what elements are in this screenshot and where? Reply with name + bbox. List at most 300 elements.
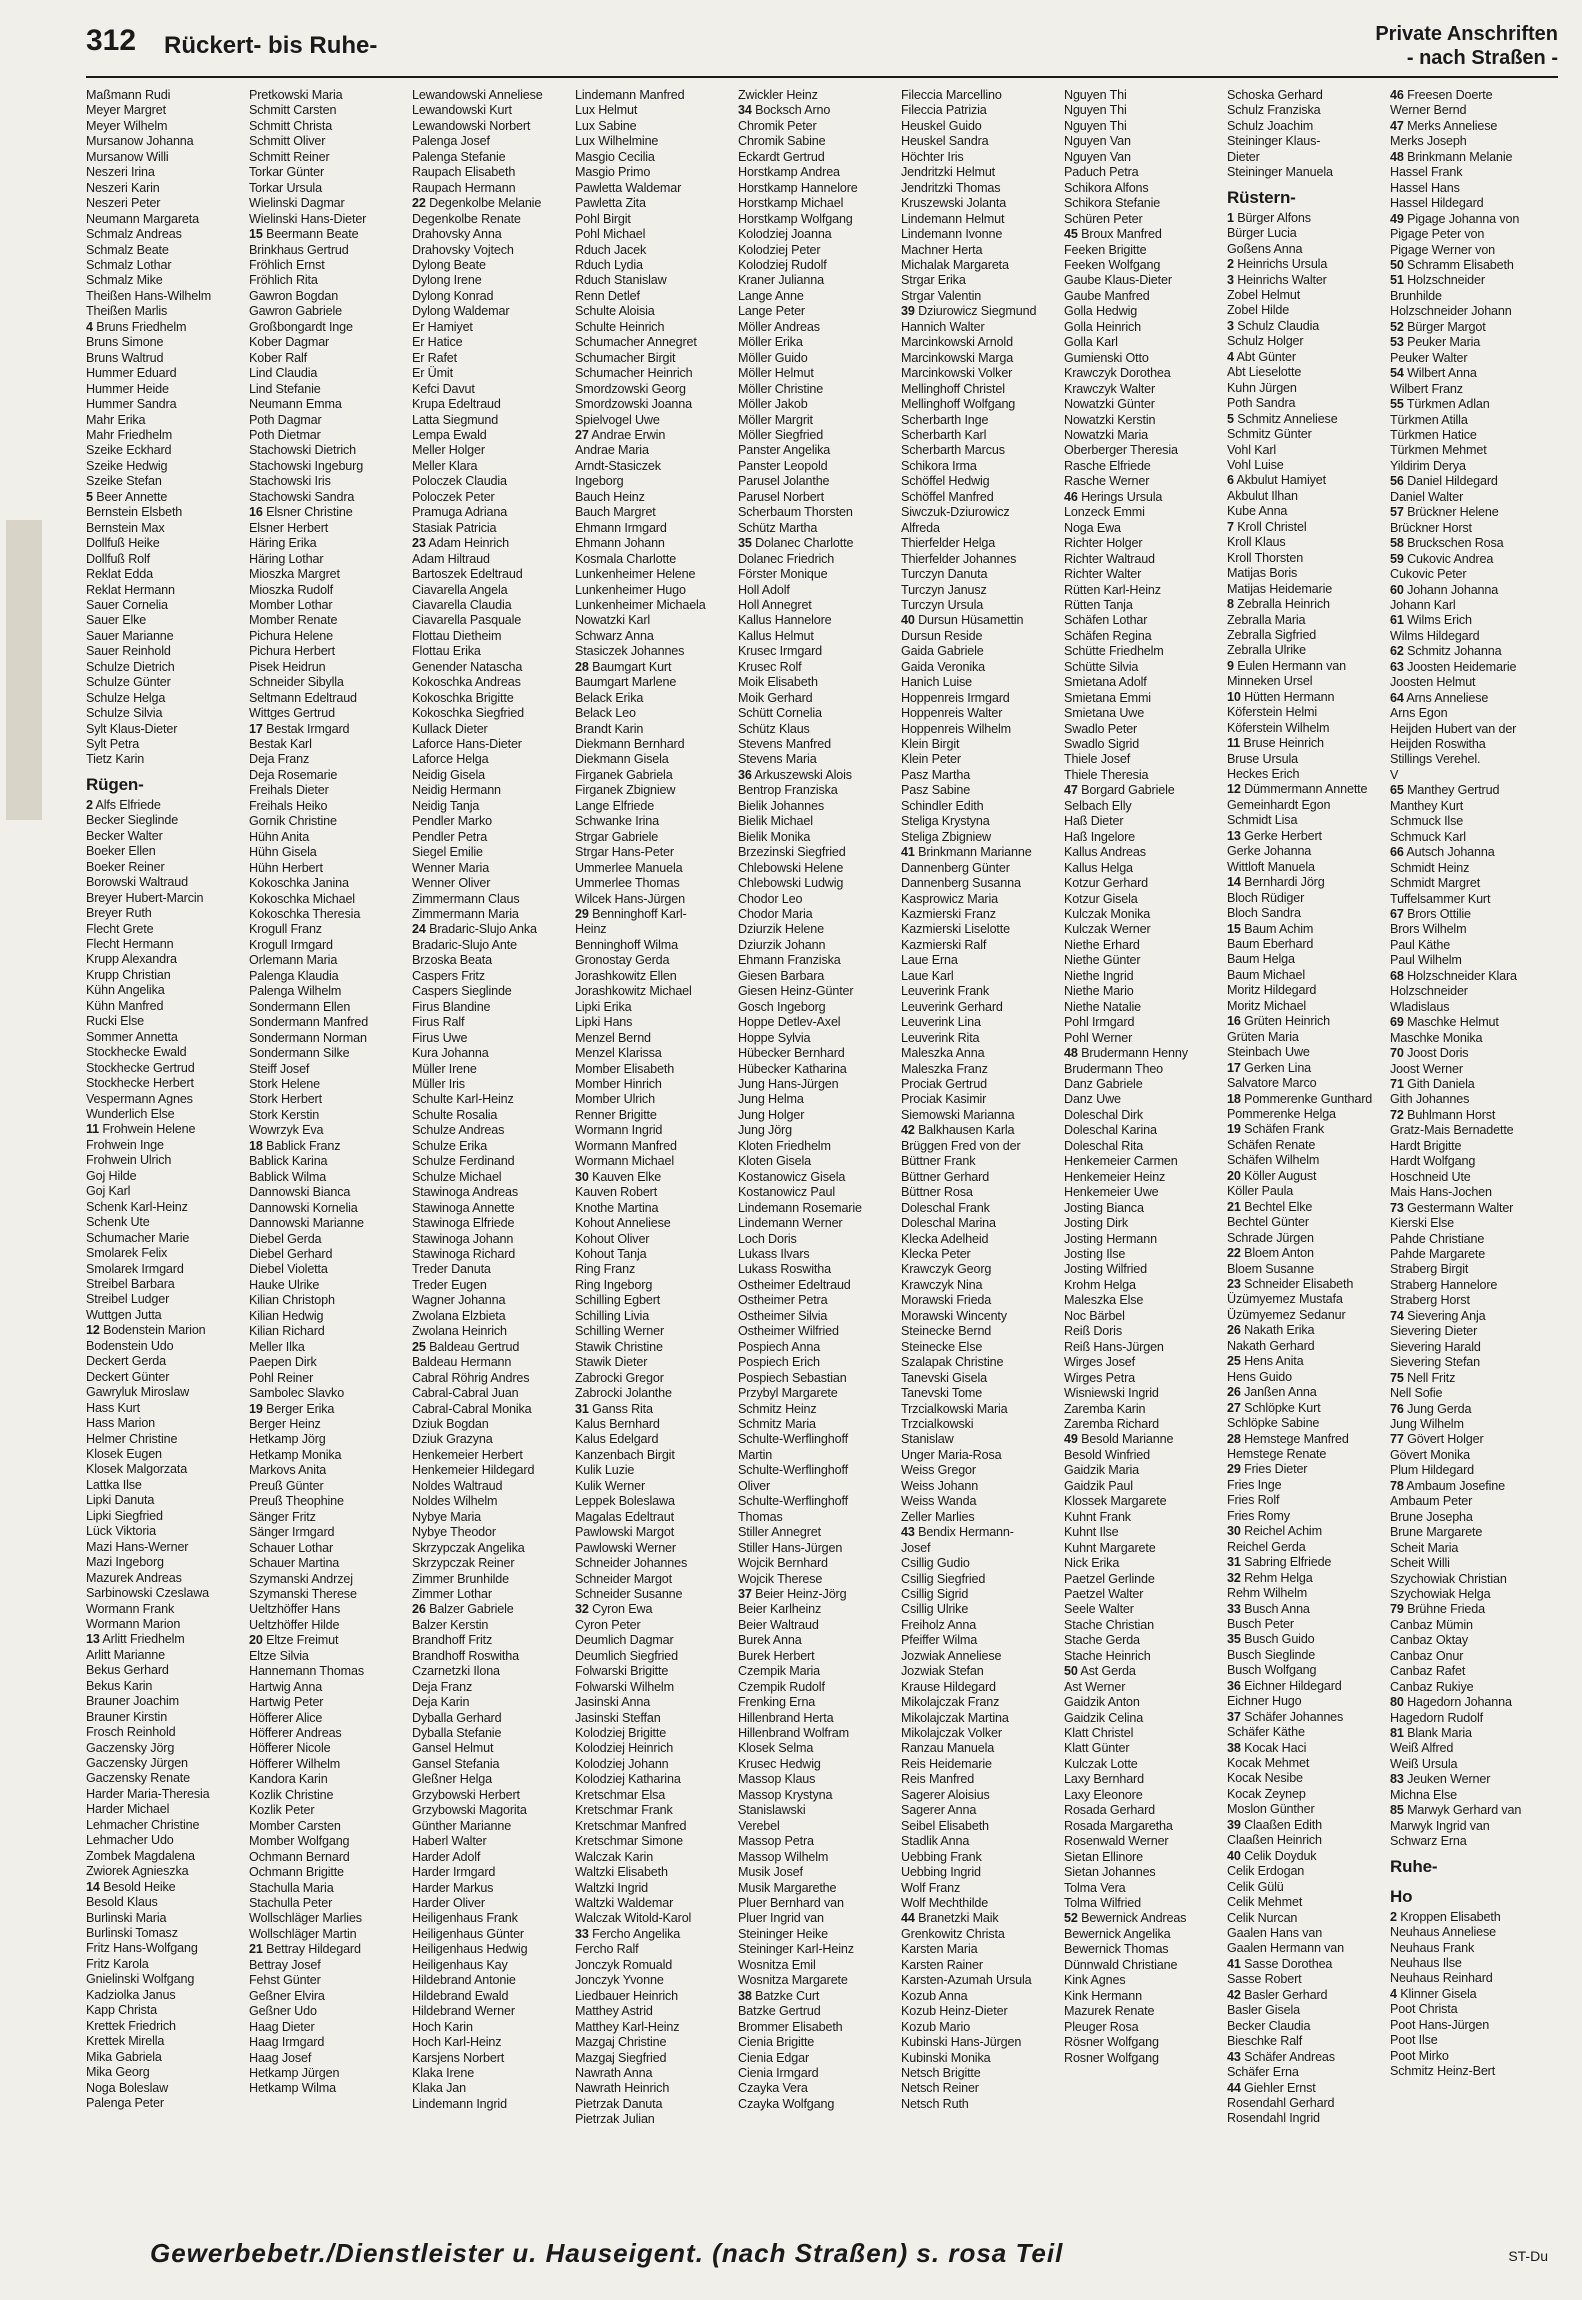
directory-entry: Schilling Livia [575,1308,650,1323]
directory-entry: Hartwig Peter [249,1695,324,1710]
house-number: 19 [249,1401,263,1416]
directory-entry: Zobel Helmut [1227,287,1301,302]
directory-entry: Schulte-Werflinghoff [738,1463,848,1478]
directory-entry: Szeike Stefan [86,474,162,489]
directory-entry: Mellinghoff Wolfgang [901,397,1016,412]
directory-entry: Türkmen Hatice [1390,427,1477,442]
directory-entry: Karsten Maria [901,1942,978,1957]
directory-entry: Fries Inge [1227,1477,1282,1492]
directory-entry: Lindemann Ivonne [901,227,1003,242]
directory-entry: Mikolajczak Volker [901,1726,1002,1741]
directory-entry: Schütz Martha [738,520,818,535]
directory-entry: Drahovsky Vojtech [412,242,514,257]
directory-entry: 56 Daniel Hildegard [1390,474,1498,489]
directory-entry: Ochmann Bernard [249,1849,350,1864]
directory-entry: Wenner Oliver [412,876,491,891]
directory-entry: Moslon Günther [1227,1802,1315,1817]
directory-entry: Stockhecke Ewald [86,1045,187,1060]
directory-entry: Köller Paula [1227,1184,1294,1199]
directory-entry: Förster Monique [738,567,828,582]
directory-entry: Kink Hermann [1064,1988,1142,2003]
directory-entry: 52 Bürger Margot [1390,319,1486,334]
directory-entry: Berger Heinz [249,1416,321,1431]
directory-entry: Golla Hedwig [1064,304,1138,319]
directory-entry: Kroll Klaus [1227,535,1286,550]
directory-entry: Lange Peter [738,304,805,319]
directory-entry: Heiligenhaus Kay [412,1957,508,1972]
directory-entry: Chromik Peter [738,118,817,133]
directory-entry: Rduch Lydia [575,257,643,272]
directory-entry: 41 Brinkmann Marianne [901,845,1032,860]
directory-entry: 8 Zebralla Heinrich [1227,597,1330,612]
house-number: 6 [1227,473,1234,488]
directory-entry: Bieschke Ralf [1227,2034,1303,2049]
house-number: 52 [1390,319,1404,334]
directory-entry: Wunderlich Else [86,1107,175,1121]
directory-entry: Poot Mirko [1390,2048,1449,2063]
section-title-line-2: - nach Straßen - [1406,47,1558,69]
directory-entry: Möller Erika [738,335,803,350]
directory-entry: Stasiak Patricia [412,520,497,535]
directory-entry: Poth Dietmar [249,427,321,442]
directory-entry: Geßner Udo [249,2004,317,2019]
directory-entry: Becker Claudia [1227,2018,1311,2033]
directory-entry: Hardt Wolfgang [1390,1154,1476,1169]
directory-entry: Häring Lothar [249,551,324,566]
directory-entry: Hoschneid Ute [1390,1169,1471,1184]
directory-entry: Kuhnt Ilse [1064,1525,1119,1540]
directory-entry: Er Ümit [412,366,453,381]
directory-entry: Selbach Elly [1064,798,1132,813]
directory-entry: Ehmann Franziska [738,953,841,968]
directory-entry: Zabrocki Jolanthe [575,1386,672,1401]
directory-entry: Schwarz Erna [1390,1834,1467,1849]
directory-entry: Schneider Susanne [575,1586,683,1601]
directory-entry: Schikora Alfons [1064,180,1149,195]
directory-entry: Jorashkowitz Michael [575,984,692,999]
directory-entry: Bablick Wilma [249,1169,327,1184]
directory-entry: Walczak Witold-Karol [575,1911,692,1926]
directory-entry: Netsch Brigitte [901,2066,981,2080]
directory-entry: Steiff Josef [249,1061,310,1076]
directory-entry: Ueltzhöffer Hans [249,1602,341,1617]
directory-entry: Baum Helga [1227,952,1295,967]
directory-entry: Momber Wolfgang [249,1834,350,1849]
directory-entry: Kretschmar Frank [575,1803,673,1818]
directory-entry: Ring Ingeborg [575,1277,653,1292]
directory-entry: Gawryluk Miroslaw [86,1385,190,1400]
directory-entry: Sondermann Silke [249,1046,350,1061]
directory-entry: Stork Kerstin [249,1107,320,1122]
directory-entry: Schumacher Annegret [575,335,697,350]
directory-entry: Lunkenheimer Hugo [575,582,686,597]
directory-entry: Harder Oliver [412,1896,485,1911]
directory-entry: Csillig Sigrid [901,1586,969,1601]
directory-entry: Schütte Friedhelm [1064,644,1164,659]
directory-entry: Celik Erdogan [1227,1864,1305,1879]
directory-entry: Trzcialkowski [901,1416,974,1431]
directory-entry: Pasz Sabine [901,783,971,798]
house-number: 42 [901,1123,915,1138]
directory-entry: Hassel Hans [1390,180,1460,195]
directory-entry: Dylong Konrad [412,288,494,303]
directory-entry: Szeike Eckhard [86,443,172,458]
directory-entry: Mazgaj Christine [575,2035,667,2050]
directory-entry: Stachowski Ingeburg [249,458,364,473]
directory-entry: Hoppenreis Wilhelm [901,721,1011,736]
directory-entry: Renner Brigitte [575,1107,657,1122]
directory-entry: Rasche Elfriede [1064,458,1151,473]
directory-entry: Laxy Bernhard [1064,1772,1144,1787]
directory-entry: Scherbarth Karl [901,427,987,442]
directory-entry: Straberg Birgit [1390,1262,1469,1277]
column-9 [1390,88,1553,2198]
directory-entry: 6 Akbulut Hamiyet [1227,473,1326,488]
directory-entry: Vohl Karl [1227,442,1277,457]
directory-entry: Ciavarella Claudia [412,597,512,612]
directory-entry: Golla Karl [1064,335,1118,350]
directory-entry: Josting Hermann [1064,1231,1157,1246]
directory-entry: Wittloft Manuela [1227,859,1315,874]
directory-entry: Werner Bernd [1390,103,1467,118]
directory-entry: Rütten Tanja [1064,597,1133,612]
house-number: 68 [1390,968,1404,983]
directory-entry: Kulik Werner [575,1478,646,1493]
directory-entry: Moritz Michael [1227,998,1307,1013]
directory-entry: Klein Peter [901,752,961,767]
directory-entry: Scherbaum Thorsten [738,505,853,520]
directory-entry: Schikora Stefanie [1064,196,1161,211]
directory-entry: Schoska Gerhard [1227,88,1323,102]
directory-entry: Klein Birgit [901,737,960,752]
directory-entry: Kulik Luzie [575,1463,635,1478]
directory-entry: Schwanke Irina [575,814,660,829]
column-8 [1227,88,1390,2198]
directory-entry: Dannenberg Susanna [901,876,1021,891]
house-number: 41 [901,845,915,860]
directory-entry: Ehmann Johann [575,536,665,551]
directory-entry: Streibel Ludger [86,1292,170,1307]
directory-entry: Schulze Erika [412,1138,488,1153]
directory-entry: Gnielinski Wolfgang [86,1972,195,1987]
directory-entry: Szychowiak Christian [1390,1571,1507,1586]
directory-entry: Musik Margarethe [738,1880,837,1895]
house-number: 53 [1390,335,1404,350]
column-2 [249,88,412,2198]
directory-entry: Kroll Thorsten [1227,550,1304,565]
directory-entry: Unger Maria-Rosa [901,1447,1002,1462]
directory-entry: Loch Doris [738,1231,797,1246]
directory-entry: Laforce Hans-Dieter [412,737,522,752]
directory-entry: Kolodziej Rudolf [738,257,827,272]
directory-entry: Deckert Gerda [86,1354,166,1369]
directory-entry: Massop Wilhelm [738,1849,829,1864]
directory-entry: Jendritzki Helmut [901,165,996,180]
directory-entry: Brandhoff Roswitha [412,1648,519,1663]
directory-entry: Latta Siegmund [412,412,499,427]
house-number: 74 [1390,1308,1404,1323]
directory-entry: Höfferer Andreas [249,1726,342,1741]
directory-entry: Folwarski Wilhelm [575,1679,674,1694]
house-number: 18 [1227,1091,1241,1106]
directory-entry: Neuhaus Reinhard [1390,1971,1493,1986]
directory-entry: Hanich Luise [901,675,973,690]
directory-entry: Yildirim Derya [1390,458,1466,473]
directory-entry: Masgio Cecilia [575,149,655,164]
directory-entry: Mazurek Andreas [86,1570,182,1585]
directory-entry: Schmitz Maria [738,1416,816,1431]
directory-entry: 70 Joost Doris [1390,1046,1469,1061]
directory-entry: Pawletta Zita [575,196,646,211]
directory-entry: Schmalz Andreas [86,227,182,242]
directory-entry: Goßens Anna [1227,241,1303,256]
directory-entry: Kullack Dieter [412,721,488,736]
directory-entry: Wormann Marion [86,1616,181,1631]
house-number: 77 [1390,1432,1404,1447]
directory-entry: Kalus Edelgard [575,1432,659,1447]
directory-entry: Smietana Adolf [1064,675,1147,690]
house-number: 36 [738,767,752,782]
directory-entry: Paetzel Gerlinde [1064,1571,1155,1586]
directory-entry: Müller Irene [412,1061,477,1076]
directory-entry: Kokoschka Brigitte [412,690,514,705]
directory-entry: Richter Waltraud [1064,551,1155,566]
directory-entry: Belack Leo [575,706,636,721]
directory-entry: Neszeri Irina [86,165,155,180]
directory-entry: Hetkamp Wilma [249,2081,336,2096]
directory-entry: Kotzur Gerhard [1064,876,1148,891]
street-heading: Ho [1390,1886,1413,1906]
directory-entry: Neszeri Karin [86,180,160,195]
directory-entry: Pospiech Erich [738,1355,820,1370]
directory-entry: Hetkamp Monika [249,1447,342,1462]
directory-entry: Pleuger Rosa [1064,2019,1139,2034]
directory-entry: Marcinkowski Arnold [901,335,1013,350]
directory-entry: Ehmann Irmgard [575,520,667,535]
directory-entry: Dannowski Bianca [249,1185,351,1200]
directory-entry: Wielinski Dagmar [249,196,345,211]
directory-entry: Höchter Iris [901,149,964,164]
directory-entry: Schulte-Werflinghoff [738,1432,848,1447]
directory-entry: Lux Sabine [575,118,637,133]
directory-entry: 35 Dolanec Charlotte [738,536,854,551]
directory-entry: Rosendahl Gerhard [1227,2096,1335,2110]
directory-entry: Nick Erika [1064,1556,1120,1571]
directory-entry: Sagerer Aloisius [901,1787,990,1802]
directory-entry: 15 Baum Achim [1227,921,1314,936]
directory-entry: Wowrzyk Eva [249,1123,324,1138]
directory-entry: Schlöpke Sabine [1227,1416,1320,1431]
directory-entry: Degenkolbe Renate [412,211,521,226]
directory-entry: Bekus Gerhard [86,1663,169,1678]
directory-entry: Szychowiak Helga [1390,1586,1491,1601]
directory-entry: Siemowski Marianna [901,1107,1015,1122]
house-number: 27 [1227,1400,1241,1415]
house-number: 11 [86,1122,100,1137]
directory-entry: Cienia Brigitte [738,2035,815,2050]
house-number: 51 [1390,273,1404,288]
directory-entry: 78 Ambaum Josefine [1390,1478,1505,1493]
directory-entry: Smolarek Irmgard [86,1261,184,1276]
house-number: 57 [1390,505,1404,520]
directory-entry: Straberg Horst [1390,1293,1470,1308]
directory-entry: Stanislawski [738,1803,806,1818]
directory-entry: Feeken Brigitte [1064,242,1147,257]
directory-entry: Nguyen Van [1064,134,1131,149]
directory-entry: Lewandowski Norbert [412,118,531,133]
directory-entry: Brinkhaus Gertrud [249,242,349,257]
directory-entry: Wormann Frank [86,1601,175,1616]
directory-entry: Zimmermann Claus [412,891,520,906]
directory-entry: Noga Ewa [1064,520,1121,535]
directory-entry: Lipki Danuta [86,1493,155,1508]
directory-entry: 52 Bewernick Andreas [1064,1911,1187,1926]
directory-entry: Meller Ilka [249,1339,305,1354]
directory-entry: Thiele Theresia [1064,767,1149,782]
column-7 [1064,88,1227,2198]
house-number: 23 [1227,1276,1241,1291]
directory-entry: Rduch Jacek [575,242,647,257]
directory-entry: Orlemann Maria [249,953,338,968]
directory-entry: Nowatzki Kerstin [1064,412,1156,427]
directory-entry: Geßner Elvira [249,1988,325,2003]
directory-entry: Kostanowicz Paul [738,1185,836,1200]
directory-entry: 49 Besold Marianne [1064,1432,1174,1447]
directory-entry: Bauch Margret [575,505,656,520]
directory-entry: Kretschmar Manfred [575,1818,687,1833]
directory-entry: Hübecker Katharina [738,1061,847,1076]
directory-entry: Reiß Hans-Jürgen [1064,1339,1164,1354]
directory-entry: Schauer Lothar [249,1540,334,1555]
directory-entry: Nowatzki Maria [1064,427,1148,442]
directory-entry: Torkar Ursula [249,180,322,195]
directory-entry: Kilian Richard [249,1324,325,1339]
directory-entry: Grzybowski Herbert [412,1787,520,1802]
directory-entry: Ast Werner [1064,1679,1126,1694]
directory-entry: Dieter [1227,149,1260,164]
directory-entry: Wollschläger Marlies [249,1911,362,1926]
directory-entry: Johann Karl [1390,597,1456,612]
directory-entry: Schulte Heinrich [575,319,665,334]
directory-entry: Wisniewski Ingrid [1064,1386,1159,1401]
directory-entry: Matijas Heidemarie [1227,581,1333,596]
house-number: 50 [1064,1664,1078,1679]
directory-entry: Noldes Waltraud [412,1478,503,1493]
directory-entry: Schäfer Käthe [1227,1725,1305,1740]
house-number: 22 [412,196,426,211]
directory-entry: Matthey Karl-Heinz [575,2019,680,2034]
directory-entry: Stawik Dieter [575,1355,648,1370]
directory-entry: 38 Batzke Curt [738,1988,820,2003]
directory-entry: Cabral-Cabral Juan [412,1386,519,1401]
directory-entry: Josting Wilfried [1064,1262,1147,1277]
directory-entry: Paepen Dirk [249,1355,317,1370]
directory-entry: Zimmermann Maria [412,907,519,922]
directory-entry: Stevens Maria [738,752,817,767]
directory-entry: Kosmala Charlotte [575,551,677,566]
directory-entry: Gornik Christine [249,814,337,829]
directory-entry: Bestak Karl [249,737,312,752]
house-number: 27 [575,427,589,442]
directory-entry: Kretschmar Elsa [575,1787,666,1802]
directory-entry: Möller Andreas [738,319,820,334]
directory-entry: Kura Johanna [412,1046,489,1061]
directory-entry: Kokoschka Andreas [412,675,521,690]
directory-entry: Frenking Erna [738,1695,816,1710]
directory-entry: Noldes Wilhelm [412,1494,498,1509]
directory-entry: Steininger Karl-Heinz [738,1942,854,1957]
directory-entry: Zimmer Lothar [412,1586,492,1601]
directory-entry: Kokoschka Michael [249,891,355,906]
directory-entry: Lange Elfriede [575,798,655,813]
directory-entry: Wittges Gertrud [249,706,335,721]
directory-entry: Zimmer Brunhilde [412,1571,509,1586]
directory-entry: Flecht Hermann [86,937,174,952]
directory-entry: 43 Bendix Hermann- [901,1525,1014,1540]
directory-entry: Pohl Michael [575,227,646,242]
directory-entry: 40 Dursun Hüsamettin [901,613,1024,628]
directory-entry: 47 Borgard Gabriele [1064,783,1175,798]
directory-entry: Lind Stefanie [249,381,321,396]
directory-entry: Pigage Werner von [1390,242,1496,257]
directory-entry: Klatt Christel [1064,1726,1134,1741]
directory-entry: Hübecker Bernhard [738,1046,845,1061]
directory-entry: Chlebowski Ludwig [738,876,844,891]
directory-entry: Kilian Christoph [249,1293,335,1308]
directory-entry: 24 Bradaric-Slujo Anka [412,922,537,937]
directory-entry: Gaczensky Renate [86,1771,191,1786]
house-number: 33 [1227,1601,1241,1616]
house-number: 5 [1227,411,1234,426]
directory-entry: Swadlo Peter [1064,721,1138,736]
house-number: 83 [1390,1772,1404,1787]
directory-entry: Hardt Brigitte [1390,1138,1462,1153]
directory-entry: 80 Hagedorn Johanna [1390,1695,1512,1710]
directory-entry: Momber Elisabeth [575,1061,675,1076]
directory-entry: Schöffel Hedwig [901,474,990,489]
directory-entry: 66 Autsch Johanna [1390,845,1495,860]
directory-entry: Krohm Helga [1064,1277,1136,1292]
directory-entry: Eckardt Gertrud [738,149,825,164]
directory-entry: Harder Markus [412,1880,494,1895]
directory-entry: Zwolana Elzbieta [412,1308,506,1323]
directory-entry: Kulczak Monika [1064,907,1151,922]
directory-entry: Parusel Jolanthe [738,474,830,489]
directory-entry: 38 Kocak Haci [1227,1740,1307,1755]
directory-entry: Neszeri Peter [86,196,161,211]
directory-entry: Tanevski Gisela [901,1370,987,1385]
directory-entry: Busch Sieglinde [1227,1647,1316,1662]
directory-entry: Kozlik Peter [249,1803,315,1818]
directory-entry: Sievering Dieter [1390,1324,1478,1339]
house-number: 50 [1390,257,1404,272]
directory-entry: Meller Klara [412,458,478,473]
directory-entry: Lindemann Werner [738,1216,843,1231]
directory-entry: 19 Berger Erika [249,1401,335,1416]
directory-entry: Brandhoff Fritz [412,1633,493,1648]
directory-entry: Bodenstein Udo [86,1338,174,1353]
directory-entry: Möller Guido [738,350,808,365]
directory-entry: Mikolajczak Franz [901,1695,1000,1710]
directory-entry: Schulz Franziska [1227,103,1321,118]
directory-entry: Wilcek Hans-Jürgen [575,891,685,906]
directory-entry: Kokoschka Theresia [249,907,361,922]
directory-entry: Klaka Jan [412,2081,466,2096]
directory-entry: Dannowski Kornelia [249,1200,358,1215]
directory-entry: Pietrzak Danuta [575,2096,663,2111]
directory-entry: Wollschläger Martin [249,1926,357,1941]
directory-entry: Becker Walter [86,828,163,843]
